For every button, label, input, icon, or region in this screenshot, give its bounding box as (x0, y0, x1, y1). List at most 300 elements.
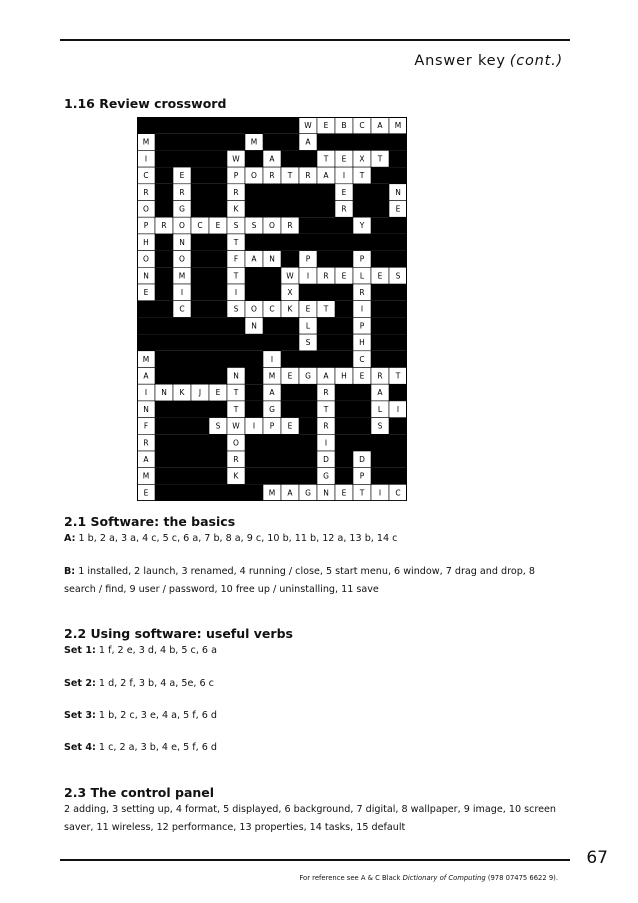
crossword-block (209, 167, 227, 184)
crossword-block (353, 434, 371, 451)
crossword-letter: M (250, 137, 258, 147)
crossword-block (389, 468, 407, 485)
crossword-letter: T (395, 371, 401, 381)
crossword-letter: I (378, 488, 382, 498)
crossword-block (245, 234, 263, 251)
crossword-block (191, 468, 209, 485)
crossword-block (299, 184, 317, 201)
crossword-block (191, 134, 209, 151)
crossword-letter: R (233, 187, 239, 197)
crossword-letter: S (395, 271, 401, 281)
crossword-block (191, 301, 209, 318)
crossword-letter: E (179, 171, 185, 181)
crossword-letter: R (323, 271, 329, 281)
crossword-letter: E (305, 304, 311, 314)
crossword-block (263, 434, 281, 451)
crossword-block (227, 334, 245, 351)
set-4-label: Set 4: (64, 742, 96, 753)
crossword-block (389, 167, 407, 184)
crossword-letter: N (269, 254, 275, 264)
crossword-block (209, 150, 227, 167)
crossword-block (173, 451, 191, 468)
crossword-block (209, 317, 227, 334)
crossword-letter: I (180, 287, 184, 297)
crossword-letter: R (377, 371, 383, 381)
crossword-block (245, 267, 263, 284)
crossword-block (281, 384, 299, 401)
crossword-block (335, 351, 353, 368)
crossword-letter: E (215, 221, 221, 231)
crossword-letter: N (323, 488, 329, 498)
crossword-letter: R (341, 204, 347, 214)
crossword-letter: T (323, 304, 329, 314)
crossword-block (191, 167, 209, 184)
crossword-letter: A (323, 371, 329, 381)
crossword-block (389, 334, 407, 351)
section-2-3-heading: 2.3 The control panel (64, 785, 215, 800)
crossword-block (155, 418, 173, 435)
crossword-block (245, 484, 263, 501)
crossword-letter: E (215, 388, 221, 398)
crossword-block (281, 251, 299, 268)
crossword-letter: C (197, 221, 203, 231)
crossword-letter: G (269, 404, 275, 414)
crossword-block (155, 401, 173, 418)
section-2-3-text: 2 adding, 3 setting up, 4 format, 5 displayed, 6 background, 7 digital, 8 wallpaper, 9 image, 10 screen saver, 11 wireless, 12 performance, 13 properties, 14 tasks, 15 default (64, 804, 557, 833)
crossword-block (335, 301, 353, 318)
crossword-block (263, 134, 281, 151)
crossword-block (317, 251, 335, 268)
crossword-letter: O (179, 254, 185, 264)
crossword-block (263, 184, 281, 201)
crossword-letter: M (178, 271, 186, 281)
crossword-block (281, 351, 299, 368)
crossword-block (335, 234, 353, 251)
crossword-letter: T (359, 171, 365, 181)
crossword-block (353, 401, 371, 418)
crossword-letter: E (341, 187, 347, 197)
crossword-letter: E (287, 421, 293, 431)
footer-note (299, 874, 558, 882)
crossword-block (155, 251, 173, 268)
crossword-block (299, 351, 317, 368)
crossword-block (227, 117, 245, 134)
crossword-block (173, 368, 191, 385)
crossword-letter: R (233, 454, 239, 464)
crossword-letter: O (251, 304, 257, 314)
crossword-block (371, 334, 389, 351)
crossword-block (209, 451, 227, 468)
crossword-block (299, 418, 317, 435)
crossword-block (299, 284, 317, 301)
set-2-text: 1 d, 2 f, 3 b, 4 a, 5e, 6 c (98, 678, 214, 689)
crossword-letter: I (144, 154, 148, 164)
crossword-block (263, 117, 281, 134)
crossword-letter: E (287, 371, 293, 381)
crossword-letter: P (359, 471, 365, 481)
crossword-block (191, 251, 209, 268)
crossword-block (173, 434, 191, 451)
crossword-block (281, 234, 299, 251)
crossword-block (281, 451, 299, 468)
crossword-letter: C (269, 304, 275, 314)
crossword-block (245, 451, 263, 468)
crossword-block (173, 134, 191, 151)
crossword-letter: C (395, 488, 401, 498)
crossword-letter: F (233, 254, 239, 264)
crossword-letter: J (198, 388, 202, 398)
footer-note-title: Dictionary of Computing (402, 874, 486, 882)
crossword-letter: F (143, 421, 149, 431)
crossword-block (281, 201, 299, 218)
crossword-block (245, 468, 263, 485)
crossword-block (317, 284, 335, 301)
crossword-letter: R (323, 421, 329, 431)
crossword-block (173, 117, 191, 134)
crossword-letter: A (269, 388, 275, 398)
crossword-block (353, 234, 371, 251)
crossword-block (371, 451, 389, 468)
crossword-block (227, 317, 245, 334)
answers-a-text: 1 b, 2 a, 3 a, 4 c, 5 c, 6 a, 7 b, 8 a, 9 c, 10 b, 11 b, 12 a, 13 b, 14 c (78, 533, 398, 544)
crossword-block (245, 184, 263, 201)
crossword-letter: M (142, 137, 150, 147)
crossword-block (245, 384, 263, 401)
crossword-letter: X (287, 287, 293, 297)
crossword-block (389, 284, 407, 301)
crossword-block (155, 434, 173, 451)
crossword-letter: T (377, 154, 383, 164)
crossword-block (389, 134, 407, 151)
crossword-block (371, 434, 389, 451)
answers-a-label: A: (64, 533, 76, 544)
crossword-block (335, 418, 353, 435)
crossword-block (191, 117, 209, 134)
crossword-block (155, 150, 173, 167)
crossword-block (371, 468, 389, 485)
crossword-letter: B (341, 120, 347, 130)
crossword-block (281, 134, 299, 151)
crossword-block (389, 351, 407, 368)
crossword-letter: T (359, 488, 365, 498)
crossword-block (173, 150, 191, 167)
crossword-block (209, 351, 227, 368)
crossword-block (245, 201, 263, 218)
crossword-block (209, 368, 227, 385)
crossword-letter: T (287, 171, 293, 181)
crossword-block (155, 451, 173, 468)
crossword-letter: D (323, 454, 329, 464)
crossword-block (191, 334, 209, 351)
crossword-letter: E (143, 287, 149, 297)
crossword-letter: L (305, 321, 311, 331)
crossword-letter: G (323, 471, 329, 481)
crossword-block (281, 334, 299, 351)
section-2-1-b (64, 563, 564, 599)
crossword-letter: A (251, 254, 257, 264)
crossword-block (227, 134, 245, 151)
crossword-letter: G (305, 371, 311, 381)
crossword-block (335, 134, 353, 151)
crossword-letter: R (269, 171, 275, 181)
crossword-letter: R (323, 388, 329, 398)
crossword-block (209, 284, 227, 301)
set-1 (64, 642, 564, 660)
crossword-block (209, 184, 227, 201)
set-2-label: Set 2: (64, 678, 96, 689)
crossword-block (173, 317, 191, 334)
crossword-block (299, 401, 317, 418)
crossword-grid (137, 117, 407, 501)
crossword-block (173, 334, 191, 351)
crossword-letter: P (269, 421, 275, 431)
crossword-block (317, 134, 335, 151)
crossword-block (389, 150, 407, 167)
crossword-letter: O (179, 221, 185, 231)
crossword-block (137, 301, 155, 318)
crossword-block (353, 134, 371, 151)
crossword-block (299, 150, 317, 167)
crossword-block (371, 201, 389, 218)
crossword-letter: O (143, 254, 149, 264)
crossword-letter: C (179, 304, 185, 314)
crossword-letter: H (359, 338, 365, 348)
crossword-block (371, 234, 389, 251)
crossword-letter: W (286, 271, 294, 281)
crossword-letter: E (377, 271, 383, 281)
crossword-letter: K (233, 204, 239, 214)
crossword-block (137, 117, 155, 134)
crossword-letter: R (287, 221, 293, 231)
crossword-letter: R (359, 287, 365, 297)
section-2-1-heading: 2.1 Software: the basics (64, 514, 236, 529)
crossword-block (155, 134, 173, 151)
crossword-letter: P (359, 321, 365, 331)
crossword-letter: K (179, 388, 185, 398)
crossword-letter: W (232, 421, 240, 431)
crossword-block (299, 468, 317, 485)
crossword-block (209, 117, 227, 134)
crossword-block (191, 418, 209, 435)
crossword-block (371, 134, 389, 151)
crossword-block (317, 317, 335, 334)
crossword-block (389, 251, 407, 268)
crossword-letter: I (144, 388, 148, 398)
set-4 (64, 739, 564, 757)
crossword-letter: M (394, 120, 402, 130)
crossword-block (245, 117, 263, 134)
crossword-block (155, 234, 173, 251)
crossword-block (209, 134, 227, 151)
set-2 (64, 675, 564, 693)
crossword-block (191, 451, 209, 468)
set-3-text: 1 b, 2 c, 3 e, 4 a, 5 f, 6 d (98, 710, 217, 721)
crossword-letter: C (359, 120, 365, 130)
crossword-block (281, 468, 299, 485)
crossword-letter: T (233, 404, 239, 414)
crossword-block (137, 334, 155, 351)
crossword-letter: C (143, 171, 149, 181)
crossword-block (317, 201, 335, 218)
crossword-letter: X (359, 154, 365, 164)
crossword-block (245, 334, 263, 351)
crossword-letter: G (179, 204, 185, 214)
crossword-letter: I (342, 171, 346, 181)
crossword-block (263, 317, 281, 334)
crossword-letter: H (341, 371, 347, 381)
crossword-block (389, 451, 407, 468)
crossword-block (191, 484, 209, 501)
crossword-block (191, 150, 209, 167)
crossword-block (281, 117, 299, 134)
crossword-block (155, 351, 173, 368)
crossword-letter: E (359, 371, 365, 381)
crossword-block (335, 434, 353, 451)
crossword-block (209, 468, 227, 485)
crossword-letter: D (359, 454, 365, 464)
crossword-block (335, 384, 353, 401)
crossword-letter: G (305, 488, 311, 498)
crossword-block (245, 284, 263, 301)
crossword-letter: O (251, 171, 257, 181)
crossword-block (155, 167, 173, 184)
crossword-letter: R (161, 221, 167, 231)
crossword-block (281, 184, 299, 201)
crossword-letter: N (233, 371, 239, 381)
crossword-block (353, 418, 371, 435)
crossword-letter: I (324, 438, 328, 448)
crossword-letter: I (252, 421, 256, 431)
crossword-letter: N (161, 388, 167, 398)
crossword-block (245, 150, 263, 167)
crossword-block (227, 484, 245, 501)
crossword-block (263, 201, 281, 218)
header-title: Answer key (414, 53, 506, 69)
crossword-block (353, 184, 371, 201)
crossword-block (155, 484, 173, 501)
crossword-letter: K (287, 304, 293, 314)
crossword-block (371, 251, 389, 268)
crossword-block (209, 334, 227, 351)
crossword-letter: T (233, 237, 239, 247)
crossword-block (209, 434, 227, 451)
set-3-label: Set 3: (64, 710, 96, 721)
crossword-block (317, 334, 335, 351)
crossword-block (155, 267, 173, 284)
crossword-letter: E (341, 154, 347, 164)
crossword-block (209, 201, 227, 218)
crossword-letter: M (142, 471, 150, 481)
crossword-letter: R (143, 187, 149, 197)
set-1-text: 1 f, 2 e, 3 d, 4 b, 5 c, 6 a (98, 645, 217, 656)
crossword-block (335, 451, 353, 468)
crossword-letter: S (251, 221, 257, 231)
crossword-block (191, 317, 209, 334)
crossword-block (155, 468, 173, 485)
crossword-block (263, 334, 281, 351)
crossword-block (317, 184, 335, 201)
page-number: 67 (586, 848, 608, 868)
crossword-block (209, 234, 227, 251)
crossword-block (353, 201, 371, 218)
crossword-letter: M (268, 488, 276, 498)
crossword-letter: N (395, 187, 401, 197)
crossword-block (155, 201, 173, 218)
answers-b-text: 1 installed, 2 launch, 3 renamed, 4 running / close, 5 start menu, 6 window, 7 drag and drop, 8 search / find, 9 user / password, 10 free up / uninstalling, 11 save (64, 566, 535, 595)
crossword-block (173, 401, 191, 418)
crossword-block (389, 317, 407, 334)
crossword-block (371, 184, 389, 201)
crossword-letter: A (377, 388, 383, 398)
crossword-block (299, 451, 317, 468)
crossword-block (191, 351, 209, 368)
crossword-letter: P (233, 171, 239, 181)
crossword-letter: P (359, 254, 365, 264)
footer-note-prefix: For reference see A & C Black (299, 874, 401, 882)
crossword-block (389, 217, 407, 234)
crossword-letter: A (305, 137, 311, 147)
crossword-letter: N (143, 271, 149, 281)
crossword-block (191, 234, 209, 251)
crossword-letter: S (215, 421, 221, 431)
crossword-block (155, 184, 173, 201)
crossword-letter: M (268, 371, 276, 381)
crossword-block (317, 351, 335, 368)
crossword-block (353, 384, 371, 401)
crossword-block (389, 234, 407, 251)
crossword-block (335, 468, 353, 485)
crossword-letter: E (143, 488, 149, 498)
crossword-block (263, 284, 281, 301)
crossword-block (173, 351, 191, 368)
crossword-letter: E (395, 204, 401, 214)
crossword-letter: A (323, 171, 329, 181)
crossword-block (245, 434, 263, 451)
bottom-rule (60, 859, 570, 861)
crossword-block (299, 384, 317, 401)
crossword-block (299, 434, 317, 451)
footer-note-suffix: (978 07475 6622 9). (487, 874, 558, 882)
crossword-letter: S (377, 421, 383, 431)
crossword-block (155, 301, 173, 318)
crossword-block (245, 401, 263, 418)
crossword-block (281, 150, 299, 167)
crossword-block (155, 117, 173, 134)
crossword-letter: I (306, 271, 310, 281)
crossword-block (209, 401, 227, 418)
crossword-block (335, 284, 353, 301)
crossword-letter: H (143, 237, 149, 247)
crossword-block (371, 301, 389, 318)
section-2-1-a (64, 530, 564, 548)
crossword-letter: T (233, 271, 239, 281)
crossword-letter: M (142, 354, 150, 364)
crossword-block (335, 317, 353, 334)
answers-b-label: B: (64, 566, 76, 577)
crossword-block (317, 217, 335, 234)
crossword-letter: I (270, 354, 274, 364)
crossword-block (263, 468, 281, 485)
crossword-block (191, 284, 209, 301)
crossword-block (299, 201, 317, 218)
crossword-letter: N (143, 404, 149, 414)
crossword-letter: A (143, 454, 149, 464)
crossword-block (245, 351, 263, 368)
crossword-block (173, 484, 191, 501)
crossword-block (371, 167, 389, 184)
header-title-suffix: (cont.) (509, 53, 563, 69)
crossword-block (335, 217, 353, 234)
